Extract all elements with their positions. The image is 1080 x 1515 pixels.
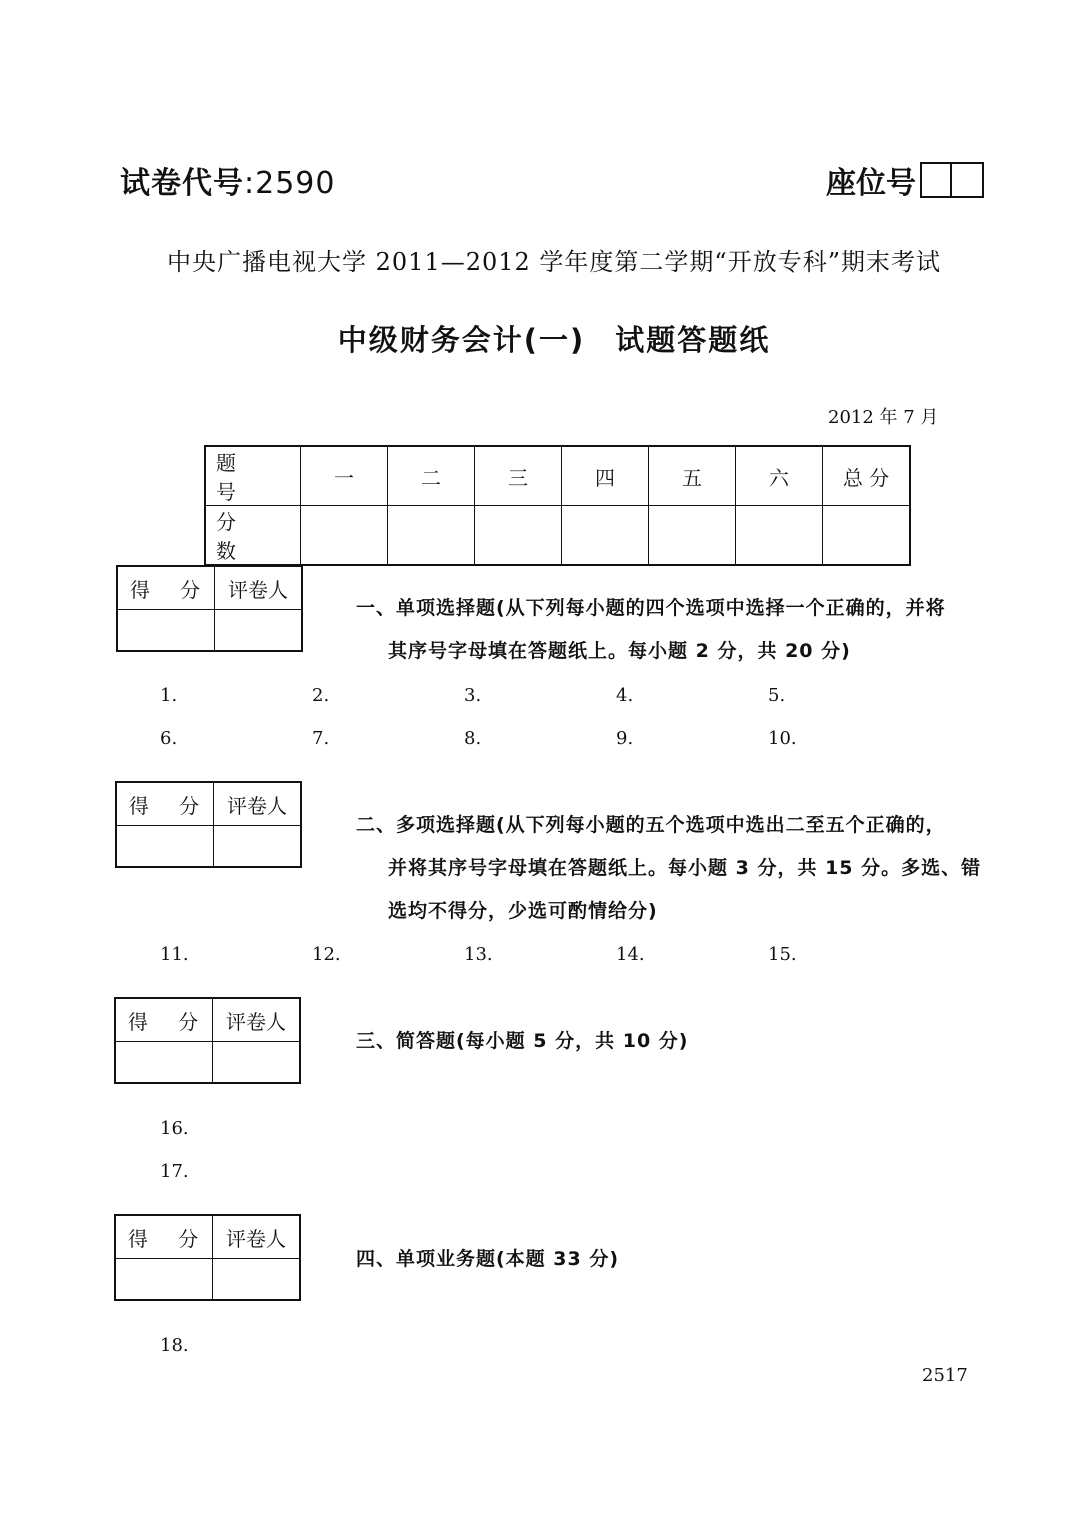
score-cell[interactable] xyxy=(388,506,475,566)
score-label: 分 数 xyxy=(205,506,301,566)
paper-code-label: 试卷代号 xyxy=(120,166,244,201)
score-cell[interactable] xyxy=(649,506,736,566)
column-label: 四 xyxy=(562,446,649,506)
grader-box xyxy=(114,997,301,1084)
section-1-heading xyxy=(356,587,946,673)
grader-score-label: 得 分 xyxy=(115,998,213,1042)
grader-score-cell[interactable] xyxy=(116,826,214,868)
answer-item: 10. xyxy=(768,728,797,749)
section-heading-line: 四、单项业务题(本题 33 分) xyxy=(356,1248,620,1270)
grader-score-cell[interactable] xyxy=(115,1042,213,1084)
answer-item: 3. xyxy=(464,685,482,706)
score-cell[interactable] xyxy=(301,506,388,566)
page-number: 2517 xyxy=(922,1365,968,1386)
score-cell[interactable] xyxy=(736,506,823,566)
answer-item: 13. xyxy=(464,944,493,965)
grader-name-label: 评卷人 xyxy=(214,782,302,826)
column-label: 六 xyxy=(736,446,823,506)
answer-item: 2. xyxy=(312,685,330,706)
section-heading-line: 一、单项选择题(从下列每小题的四个选项中选择一个正确的，并将 xyxy=(356,597,946,619)
seat-box[interactable] xyxy=(950,162,984,198)
question-number-label: 题 号 xyxy=(205,446,301,506)
answer-item: 6. xyxy=(160,728,178,749)
answer-item: 16. xyxy=(160,1118,189,1139)
answer-item: 14. xyxy=(616,944,645,965)
section-4-heading xyxy=(356,1238,619,1281)
section-heading-line: 其序号字母填在答题纸上。每小题 2 分，共 20 分) xyxy=(388,640,851,662)
answer-item: 12. xyxy=(312,944,341,965)
grader-score-cell[interactable] xyxy=(115,1259,213,1301)
grader-name-label: 评卷人 xyxy=(213,1215,301,1259)
grader-name-cell[interactable] xyxy=(213,1259,301,1301)
grader-box xyxy=(115,781,302,868)
score-table xyxy=(204,445,911,566)
paper-code xyxy=(120,158,335,202)
score-cell[interactable] xyxy=(562,506,649,566)
answer-item: 7. xyxy=(312,728,330,749)
exam-title: 中央广播电视大学 2011—2012 学年度第二学期“开放专科”期末考试 xyxy=(167,248,941,276)
grader-name-cell[interactable] xyxy=(215,610,303,652)
grader-name-cell[interactable] xyxy=(214,826,302,868)
section-heading-line: 并将其序号字母填在答题纸上。每小题 3 分，共 15 分。多选、错 xyxy=(388,857,982,879)
answer-item: 11. xyxy=(160,944,189,965)
course-title: 中级财务会计(一) 试题答题纸 xyxy=(337,323,771,357)
score-cell[interactable] xyxy=(475,506,562,566)
grader-score-cell[interactable] xyxy=(117,610,215,652)
seat-box[interactable] xyxy=(920,162,950,198)
column-label: 一 xyxy=(301,446,388,506)
section-heading-line: 三、简答题(每小题 5 分，共 10 分) xyxy=(356,1030,689,1052)
section-heading-line: 选均不得分，少选可酌情给分) xyxy=(388,900,658,922)
score-cell[interactable] xyxy=(823,506,911,566)
section-heading-line: 二、多项选择题(从下列每小题的五个选项中选出二至五个正确的， xyxy=(356,814,946,836)
answer-item: 5. xyxy=(768,685,786,706)
grader-score-label: 得 分 xyxy=(117,566,215,610)
answer-item: 1. xyxy=(160,685,178,706)
exam-date: 2012 年 7 月 xyxy=(828,407,939,428)
grader-box xyxy=(116,565,303,652)
paper-code-colon: : xyxy=(244,166,256,201)
answer-item: 15. xyxy=(768,944,797,965)
answer-item: 17. xyxy=(160,1161,189,1182)
section-3-heading xyxy=(356,1020,689,1063)
column-label: 三 xyxy=(475,446,562,506)
score-table-header-row xyxy=(205,446,910,506)
answer-item: 4. xyxy=(616,685,634,706)
seat-number-label: 座位号 xyxy=(826,166,916,201)
section-2-heading xyxy=(356,804,981,933)
grader-score-label: 得 分 xyxy=(115,1215,213,1259)
grader-name-label: 评卷人 xyxy=(213,998,301,1042)
paper-code-value: 2590 xyxy=(255,166,336,201)
grader-name-label: 评卷人 xyxy=(215,566,303,610)
answer-item: 18. xyxy=(160,1335,189,1356)
grader-box xyxy=(114,1214,301,1301)
column-label: 总 分 xyxy=(823,446,911,506)
answer-item: 9. xyxy=(616,728,634,749)
score-table-score-row xyxy=(205,506,910,566)
answer-item: 8. xyxy=(464,728,482,749)
column-label: 二 xyxy=(388,446,475,506)
seat-number xyxy=(826,158,984,202)
column-label: 五 xyxy=(649,446,736,506)
grader-name-cell[interactable] xyxy=(213,1042,301,1084)
seat-number-boxes[interactable] xyxy=(920,162,984,198)
grader-score-label: 得 分 xyxy=(116,782,214,826)
